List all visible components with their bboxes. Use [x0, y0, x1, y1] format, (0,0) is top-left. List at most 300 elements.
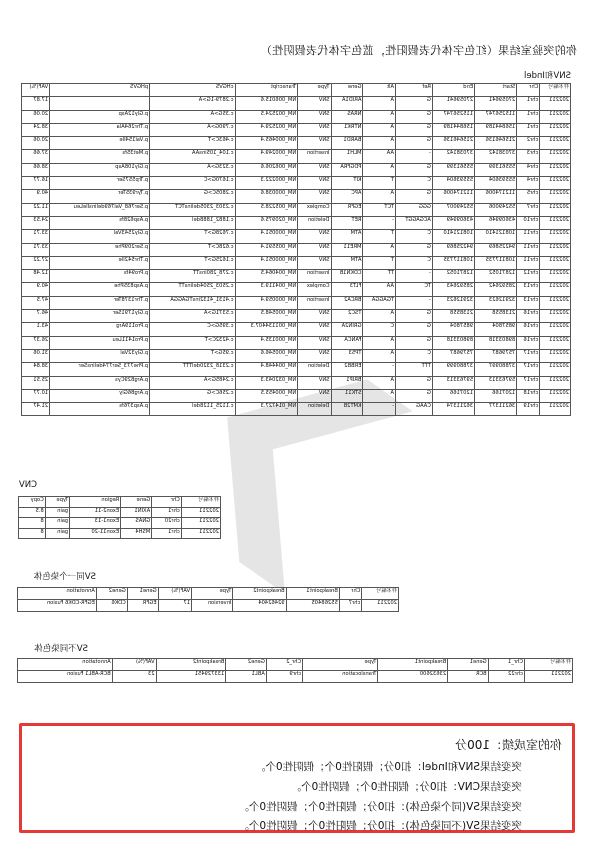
snv-cell: 46.7 — [22, 310, 50, 323]
snv-cell: MRE11 — [331, 243, 363, 256]
snv-cell: c.4232C>T — [150, 336, 235, 349]
snv-cell: SNV — [298, 336, 331, 349]
snv-cell: 202211 — [540, 363, 571, 376]
snv-cell: chr17 — [517, 363, 540, 376]
snv-cell: NM_002524.5 — [235, 110, 298, 123]
snv-cell: SNV — [298, 310, 331, 323]
snv-cell: 115256747 — [475, 110, 517, 123]
snv-cell: A — [363, 123, 396, 136]
snv-cell: 202211 — [540, 403, 571, 416]
snv-cell: C — [396, 256, 433, 269]
sv2-cell: 23 — [112, 671, 156, 683]
snv-cell: 115256747 — [432, 110, 474, 123]
snv-cell: 215646136 — [475, 137, 517, 150]
snv-cell: G — [396, 323, 433, 336]
snv-cell: p.Val154Ile — [50, 137, 150, 150]
snv-cell: NM_000222.3 — [235, 177, 298, 190]
cnv-cell: 202211 — [181, 518, 220, 529]
sv1-header-cell: Breakpoint1 — [286, 588, 339, 600]
snv-cell: NM_000249.4 — [235, 150, 298, 163]
cnv-section-title: CNV — [18, 480, 37, 490]
snv-cell: SNV — [298, 256, 331, 269]
table-row — [19, 507, 221, 518]
snv-cell: NM_000051.4 — [235, 256, 298, 269]
snv-cell: NM_000135.4 — [235, 336, 298, 349]
sv1-header-cell: Type — [192, 588, 233, 600]
snv-cell: p.Tyr935Ter — [50, 190, 150, 203]
cnv-cell: gain — [45, 518, 70, 529]
snv-cell: 202211 — [540, 177, 571, 190]
snv-cell: chr13 — [517, 283, 540, 296]
snv-cell: SNV — [298, 376, 331, 389]
snv-cell: A — [363, 376, 396, 389]
snv-cell: 38.66 — [22, 163, 50, 176]
snv-cell: 202211 — [540, 296, 571, 309]
snv-cell: SNV — [298, 123, 331, 136]
snv-cell: 40.9 — [22, 190, 50, 203]
table-row — [19, 518, 221, 529]
snv-cell: NM_004119.3 — [235, 283, 298, 296]
snv-cell: GRIN2A — [331, 323, 363, 336]
cnv-cell: chr1 — [152, 528, 182, 539]
sv2-header-cell: Annotation — [18, 659, 113, 671]
cnv-header-row — [19, 497, 221, 508]
snv-cell: 202211 — [540, 389, 571, 402]
sv2-header-cell: Gene1 — [448, 659, 488, 671]
snv-cell: c.790G>A — [150, 123, 235, 136]
sv2-cell: chr22 — [488, 671, 524, 683]
snv-cell: 9857804 — [475, 323, 517, 336]
table-row — [22, 123, 571, 136]
snv-cell: chr2 — [517, 137, 540, 150]
table-row — [22, 203, 571, 216]
snv-cell: ATM — [331, 256, 363, 269]
snv-cell: NM_000455.5 — [235, 389, 298, 402]
snv-table — [21, 83, 571, 416]
snv-cell: 11.22 — [22, 203, 50, 216]
sv2-header-cell: Gene2 — [226, 659, 266, 671]
sv2-header-cell: Chr_2 — [266, 659, 302, 671]
snv-cell: TSC2 — [331, 310, 363, 323]
sv-same-chromosome-table — [17, 587, 399, 612]
score-line-snv: 突变结果SNV和Indel：扣0分；假阳性0个；假阴性0个。 — [254, 761, 522, 773]
snv-cell: chr5 — [517, 190, 540, 203]
snv-cell: chr16 — [517, 310, 540, 323]
snv-cell: 156844189 — [475, 123, 517, 136]
snv-cell: STK11 — [331, 389, 363, 402]
sv1-table-body — [18, 600, 399, 612]
snv-cell: A — [363, 190, 396, 203]
snv-cell: 202211 — [540, 270, 571, 283]
cnv-cell: chr1 — [152, 507, 182, 518]
snv-cell: 202211 — [540, 349, 571, 362]
snv-cell: chr4 — [517, 177, 540, 190]
snv-cell: 202211 — [540, 243, 571, 256]
snv-cell: 202211 — [540, 97, 571, 110]
snv-cell: p.Thr542Ile — [50, 256, 150, 269]
snv-cell: A — [363, 137, 396, 150]
snv-cell — [50, 97, 150, 110]
snv-cell: BRCA2 — [331, 296, 363, 309]
snv-cell: T — [363, 256, 396, 269]
snv-header-cell: Start — [475, 84, 517, 97]
sv1-header-cell: Gene1 — [127, 588, 158, 600]
sv2-section-title: SV不同染色体 — [34, 644, 88, 654]
snv-cell: chr4 — [517, 163, 540, 176]
table-row — [22, 336, 571, 349]
snv-cell: Deletion — [298, 403, 331, 416]
snv-cell: Complex — [298, 203, 331, 216]
snv-cell: - — [363, 403, 396, 416]
snv-cell: SNV — [298, 389, 331, 402]
snv-cell: 89803318 — [475, 336, 517, 349]
snv-cell: APC — [331, 190, 363, 203]
snv-cell: 12871052 — [475, 270, 517, 283]
sv2-header-row — [18, 659, 573, 671]
snv-cell: c.2318_2320delTTT — [150, 363, 235, 376]
snv-cell: NM_000465.4 — [235, 137, 298, 150]
snv-cell: RET — [331, 216, 363, 229]
snv-cell: 12.48 — [22, 270, 50, 283]
snv-cell: 55561399 — [432, 163, 474, 176]
snv-cell: NM_000038.6 — [235, 190, 298, 203]
snv-cell: 108117735 — [475, 256, 517, 269]
snv-cell: 32912623 — [475, 296, 517, 309]
table-row — [18, 600, 399, 612]
snv-cell: p.Gly2543Val — [50, 230, 150, 243]
snv-cell: SNV — [298, 243, 331, 256]
snv-cell: 9857804 — [432, 323, 474, 336]
snv-cell: MLH1 — [331, 150, 363, 163]
snv-cell: 43609949 — [432, 216, 474, 229]
snv-cell: A — [363, 110, 396, 123]
table-row — [19, 528, 221, 539]
cnv-cell: 202211 — [181, 507, 220, 518]
sv2-header-cell: Chr_1 — [488, 659, 524, 671]
snv-cell: 59763313 — [432, 376, 474, 389]
table-row — [22, 310, 571, 323]
snv-cell: chr17 — [517, 376, 540, 389]
sv1-header-cell: Gene2 — [96, 588, 127, 600]
snv-cell: NM_020975.6 — [235, 216, 298, 229]
snv-header-cell: End — [432, 84, 474, 97]
cnv-header-cell: Copy — [19, 497, 46, 508]
snv-cell: 10.77 — [22, 389, 50, 402]
sv2-header-cell: 样本编号 — [524, 659, 572, 671]
snv-cell: C — [363, 323, 396, 336]
snv-cell: TC — [396, 283, 433, 296]
snv-cell: p.Thr264Ala — [50, 123, 150, 136]
snv-cell: c.5371G>A — [150, 310, 235, 323]
snv-cell: 55593604 — [432, 177, 474, 190]
score-line-sv-same: 突变结果SV(同个染色体)：扣0分；假阳性0个；假阴性0个。 — [238, 801, 522, 813]
cnv-cell: Exon11-20 — [70, 528, 121, 539]
snv-cell: 1207166 — [475, 389, 517, 402]
snv-cell: NM_014727.3 — [235, 403, 298, 416]
snv-cell: BARD1 — [331, 137, 363, 150]
table-row — [22, 137, 571, 150]
cnv-cell: 202211 — [181, 528, 220, 539]
snv-cell: 215646136 — [432, 137, 474, 150]
snv-cell: 202211 — [540, 203, 571, 216]
cnv-cell: chr20 — [152, 518, 182, 529]
snv-cell: 27059641 — [475, 97, 517, 110]
snv-cell: 202211 — [540, 110, 571, 123]
snv-header-cell: Type — [298, 84, 331, 97]
sv2-header-cell: Breakpoint2 — [156, 659, 226, 671]
snv-cell: 2138558 — [475, 310, 517, 323]
snv-cell: c.2303_2305delinsTCT — [150, 203, 235, 216]
snv-cell: 12871052 — [432, 270, 474, 283]
snv-cell: p.Trp557Ser — [50, 177, 150, 190]
cnv-cell: 8 — [19, 528, 46, 539]
snv-cell: c.2805C>G — [150, 190, 235, 203]
snv-cell: A — [363, 97, 396, 110]
snv-header-cell: Transcript — [235, 84, 298, 97]
table-row — [22, 256, 571, 269]
table-row — [22, 270, 571, 283]
snv-cell: SNV — [298, 110, 331, 123]
score-line-sv-diff: 突变结果SV(不同染色体)：扣0分；假阳性0个；假阴性0个。 — [238, 820, 522, 832]
cnv-header-cell: Region — [70, 497, 121, 508]
snv-cell: NM_004064.5 — [235, 270, 298, 283]
snv-cell: p.Phe773_Ser774delinsSer — [50, 363, 150, 376]
snv-cell: c.1625G>T — [150, 256, 235, 269]
table-row — [22, 190, 571, 203]
snv-cell: p.Arg86Gly — [50, 389, 150, 402]
snv-cell: SNV — [298, 190, 331, 203]
snv-cell: TTT — [396, 363, 433, 376]
snv-cell: NM_000548.5 — [235, 310, 298, 323]
snv-header-cell: VAF(%) — [22, 84, 50, 97]
snv-cell: NM_032043.3 — [235, 376, 298, 389]
snv-cell: AA — [363, 283, 396, 296]
snv-cell: Insertion — [298, 150, 331, 163]
snv-header-cell: Gene — [331, 84, 363, 97]
snv-cell: 36211374 — [432, 403, 474, 416]
snv-cell: NM_000051.4 — [235, 230, 298, 243]
snv-cell: c.7628G>T — [150, 230, 235, 243]
snv-cell: c.1125_1128del — [150, 403, 235, 416]
snv-cell: c.2879-1G>A — [150, 97, 235, 110]
table-row — [22, 163, 571, 176]
snv-cell: c.256C>G — [150, 389, 235, 402]
snv-cell: KMT2B — [331, 403, 363, 416]
snv-cell: p.Met35fs — [50, 150, 150, 163]
snv-cell: SNV — [298, 323, 331, 336]
snv-cell: chr18 — [517, 389, 540, 402]
snv-section-title: SNV和Indel — [524, 71, 571, 81]
snv-cell: 1207166 — [432, 389, 474, 402]
cnv-header-cell: 样本编号 — [181, 497, 220, 508]
snv-cell: KIT — [331, 177, 363, 190]
snv-cell: TT — [363, 270, 396, 283]
snv-cell: SNV — [298, 137, 331, 150]
page-heading: 你的突验室结果（红色字体代表假阳性，蓝色字体代表假阴性） — [260, 44, 577, 57]
snv-table-body — [22, 97, 571, 416]
snv-cell: chr19 — [517, 403, 540, 416]
table-row — [22, 110, 571, 123]
sv1-cell: 55268405 — [286, 600, 339, 612]
snv-cell: G — [396, 336, 433, 349]
snv-cell: C — [396, 349, 433, 362]
snv-cell: NM_006015.6 — [235, 97, 298, 110]
sv1-header-row — [18, 588, 399, 600]
snv-cell: chr10 — [517, 216, 540, 229]
snv-cell: 112174006 — [475, 190, 517, 203]
table-row — [22, 243, 571, 256]
sv1-cell: 202211 — [362, 600, 399, 612]
snv-cell: c.278_280insTT — [150, 270, 235, 283]
score-title: 你的室成绩：100分 — [455, 738, 562, 752]
snv-cell: 202211 — [540, 216, 571, 229]
snv-cell: c.1882_1888del — [150, 216, 235, 229]
snv-header-cell: pHGVS — [50, 84, 150, 97]
snv-cell: G — [396, 163, 433, 176]
snv-cell: 202211 — [540, 336, 571, 349]
snv-cell: 28592642 — [475, 283, 517, 296]
sv1-cell: 17 — [158, 600, 192, 612]
snv-cell: SNV — [298, 230, 331, 243]
sv2-header-cell: Breakpoint1 — [378, 659, 448, 671]
snv-cell: C — [396, 177, 433, 190]
sv2-cell: ABL1 — [226, 671, 266, 683]
snv-cell: 108117735 — [432, 256, 474, 269]
snv-cell: 89803318 — [432, 336, 474, 349]
cnv-cell: Exon1-13 — [70, 518, 121, 529]
snv-cell: chr1 — [517, 97, 540, 110]
snv-cell: chr12 — [517, 270, 540, 283]
snv-cell: 202211 — [540, 283, 571, 296]
snv-cell: p.Pro119Arg — [50, 323, 150, 336]
sv1-cell: EGFR-CDK6 Fusion — [18, 600, 97, 612]
table-row — [22, 150, 571, 163]
table-row — [22, 349, 571, 362]
snv-cell: GGG — [396, 203, 433, 216]
snv-cell: TP53 — [331, 349, 363, 362]
snv-cell: - — [363, 216, 396, 229]
snv-cell: 16.77 — [22, 177, 50, 190]
snv-cell: ATM — [331, 230, 363, 243]
table-row — [22, 283, 571, 296]
snv-cell: NM_000546.6 — [235, 349, 298, 362]
snv-cell: p.Ser209Phe — [50, 243, 150, 256]
snv-cell: EGFR — [331, 203, 363, 216]
snv-cell: p.Arg829Cys — [50, 376, 150, 389]
snv-cell: c.395G>C — [150, 323, 235, 336]
snv-cell: 33.71 — [22, 243, 50, 256]
table-row — [22, 216, 571, 229]
snv-cell: ARID1A — [331, 97, 363, 110]
snv-cell: TCT — [363, 203, 396, 216]
snv-cell: - — [396, 296, 433, 309]
snv-cell: 94225869 — [432, 243, 474, 256]
snv-cell: 202211 — [540, 323, 571, 336]
snv-cell: p.Asp835Phe — [50, 283, 150, 296]
snv-cell: p.Gly32Val — [50, 349, 150, 362]
snv-cell: c.2485G>A — [150, 376, 235, 389]
snv-cell: G — [396, 376, 433, 389]
snv-cell: 25.51 — [22, 376, 50, 389]
table-row — [22, 389, 571, 402]
snv-cell: 40.9 — [22, 283, 50, 296]
snv-cell: p.Asp628fs — [50, 216, 150, 229]
snv-cell: A — [363, 163, 396, 176]
snv-cell: c.104_105insAA — [150, 150, 235, 163]
snv-header-cell: Chr — [517, 84, 540, 97]
snv-cell: NRAS — [331, 110, 363, 123]
snv-cell: G — [396, 97, 433, 110]
snv-cell: G — [396, 110, 433, 123]
snv-cell: 43609946 — [475, 216, 517, 229]
snv-header-cell: Ref — [396, 84, 433, 97]
cnv-cell: GNAS — [121, 518, 152, 529]
snv-cell: chr16 — [517, 336, 540, 349]
score-line-cnv: 突变结果CNV：扣0分；假阳性0个；假阴性0个。 — [290, 781, 522, 793]
snv-cell: 55249007 — [432, 203, 474, 216]
score-summary-box — [19, 723, 575, 833]
snv-cell: c.2503_2504delinsTT — [150, 283, 235, 296]
snv-cell: p.Ser768_Val769delinsIleLeu — [50, 203, 150, 216]
snv-cell: chr11 — [517, 243, 540, 256]
snv-cell: 108121410 — [475, 230, 517, 243]
snv-cell: FANCA — [331, 336, 363, 349]
snv-cell: c.95G>T — [150, 349, 235, 362]
sv2-cell: 202211 — [524, 671, 572, 683]
snv-cell: 202211 — [540, 230, 571, 243]
snv-cell: 43.1 — [22, 323, 50, 336]
cnv-header-cell: Type — [45, 497, 70, 508]
snv-cell: NM_005228.5 — [235, 203, 298, 216]
snv-cell: G — [396, 243, 433, 256]
snv-cell: G — [396, 137, 433, 150]
snv-cell: p.Asp376fs — [50, 403, 150, 416]
snv-cell: chr17 — [517, 349, 540, 362]
snv-cell: chr3 — [517, 150, 540, 163]
snv-cell: 108121410 — [432, 230, 474, 243]
cnv-cell: 8.5 — [19, 507, 46, 518]
snv-cell: SNV — [298, 177, 331, 190]
snv-cell: p.Pro94fs — [50, 270, 150, 283]
snv-cell: BRIP1 — [331, 376, 363, 389]
cnv-cell: Exon2-11 — [70, 507, 121, 518]
sv1-header-cell: Breakpoint2 — [233, 588, 286, 600]
snv-cell: A — [363, 349, 396, 362]
snv-cell: 2138558 — [432, 310, 474, 323]
cnv-header-cell: Gene — [121, 497, 152, 508]
snv-cell: 202211 — [540, 150, 571, 163]
snv-cell: 37038142 — [432, 150, 474, 163]
snv-cell: 21.47 — [22, 403, 50, 416]
snv-cell: G — [396, 190, 433, 203]
snv-cell: Insertion — [298, 296, 331, 309]
snv-cell: NM_004448.4 — [235, 363, 298, 376]
snv-header-cell: cHGVS — [150, 84, 235, 97]
snv-cell: 32912623 — [432, 296, 474, 309]
snv-cell: c.323G>A — [150, 163, 235, 176]
cnv-cell: 8 — [19, 518, 46, 529]
snv-cell: 37880997 — [475, 363, 517, 376]
snv-cell: 26.37 — [22, 336, 50, 349]
snv-cell: C — [396, 230, 433, 243]
snv-cell: chr7 — [517, 203, 540, 216]
snv-cell: 27059641 — [432, 97, 474, 110]
snv-cell: NM_001134407.3 — [235, 323, 298, 336]
snv-cell: 47.5 — [22, 296, 50, 309]
snv-cell: 94225869 — [475, 243, 517, 256]
snv-header-cell: 样本编号 — [540, 84, 571, 97]
snv-cell: 37.66 — [22, 150, 50, 163]
